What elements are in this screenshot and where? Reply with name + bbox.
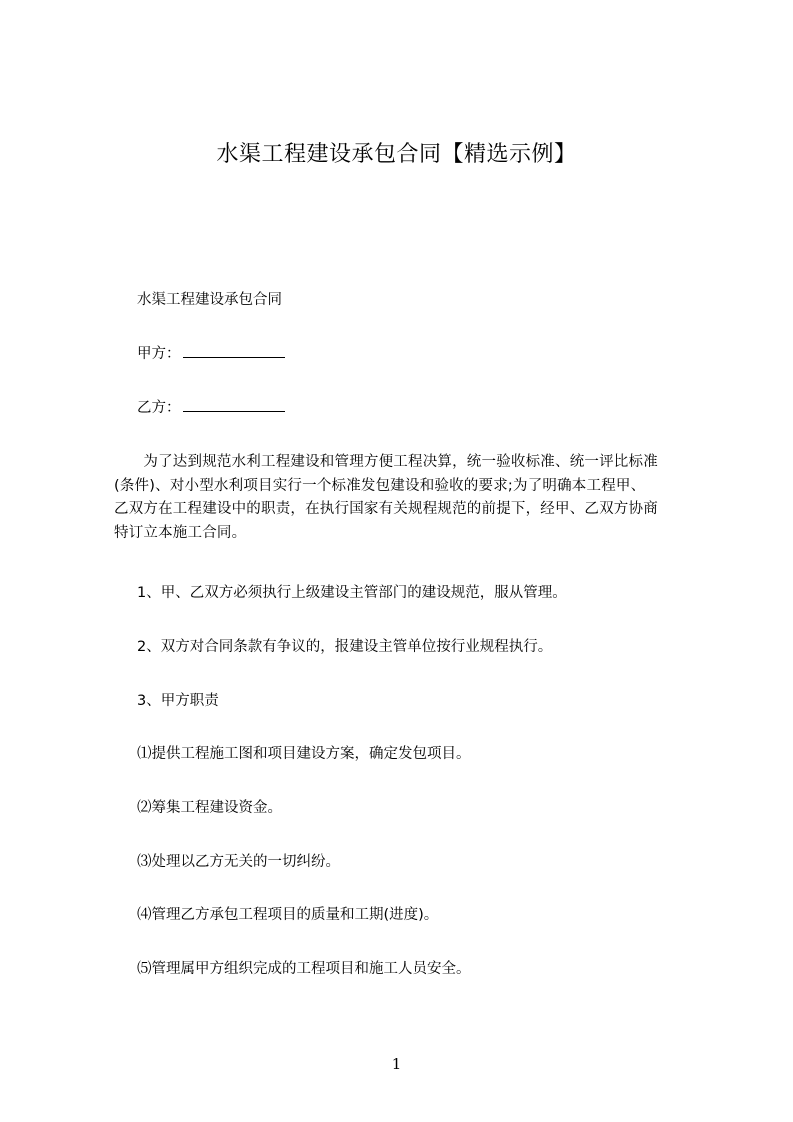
contract-heading: 水渠工程建设承包合同 xyxy=(137,292,282,308)
intro-line: (条件)、对小型水利项目实行一个标准发包建设和验收的要求;为了明确本工程甲、 xyxy=(114,477,646,494)
page-number: 1 xyxy=(391,1055,402,1073)
clause-1: 1、甲、乙双方必须执行上级建设主管部门的建设规范，服从管理。 xyxy=(137,585,567,601)
clause-3-item-1: ⑴提供工程施工图和项目建设方案，确定发包项目。 xyxy=(137,746,471,762)
document-title: 水渠工程建设承包合同【精选示例】 xyxy=(216,142,577,167)
clause-3-heading: 3、甲方职责 xyxy=(137,693,219,709)
intro-line: 为了达到规范水利工程建设和管理方便工程决算，统一验收标准、统一评比标准 xyxy=(114,454,658,470)
clause-3-item-5: ⑸管理属甲方组织完成的工程项目和施工人员安全。 xyxy=(137,961,471,977)
party-a-line xyxy=(137,343,285,365)
clause-3-item-4: ⑷管理乙方承包工程项目的质量和工期(进度)。 xyxy=(137,907,439,923)
party-b-label: 乙方： xyxy=(137,400,181,416)
clause-2: 2、双方对合同条款有争议的，报建设主管单位按行业规程执行。 xyxy=(137,639,553,655)
intro-line: 乙双方在工程建设中的职责，在执行国家有关规程规范的前提下，经甲、乙双方协商 xyxy=(114,501,658,517)
intro-paragraph xyxy=(114,451,704,545)
party-a-label: 甲方： xyxy=(137,346,181,362)
clause-3-item-2: ⑵筹集工程建设资金。 xyxy=(137,800,282,816)
party-b-blank xyxy=(183,397,285,412)
intro-line: 特订立本施工合同。 xyxy=(114,524,247,541)
party-a-blank xyxy=(183,343,285,358)
clause-3-item-3: ⑶处理以乙方无关的一切纠纷。 xyxy=(137,854,340,870)
party-b-line xyxy=(137,397,285,419)
